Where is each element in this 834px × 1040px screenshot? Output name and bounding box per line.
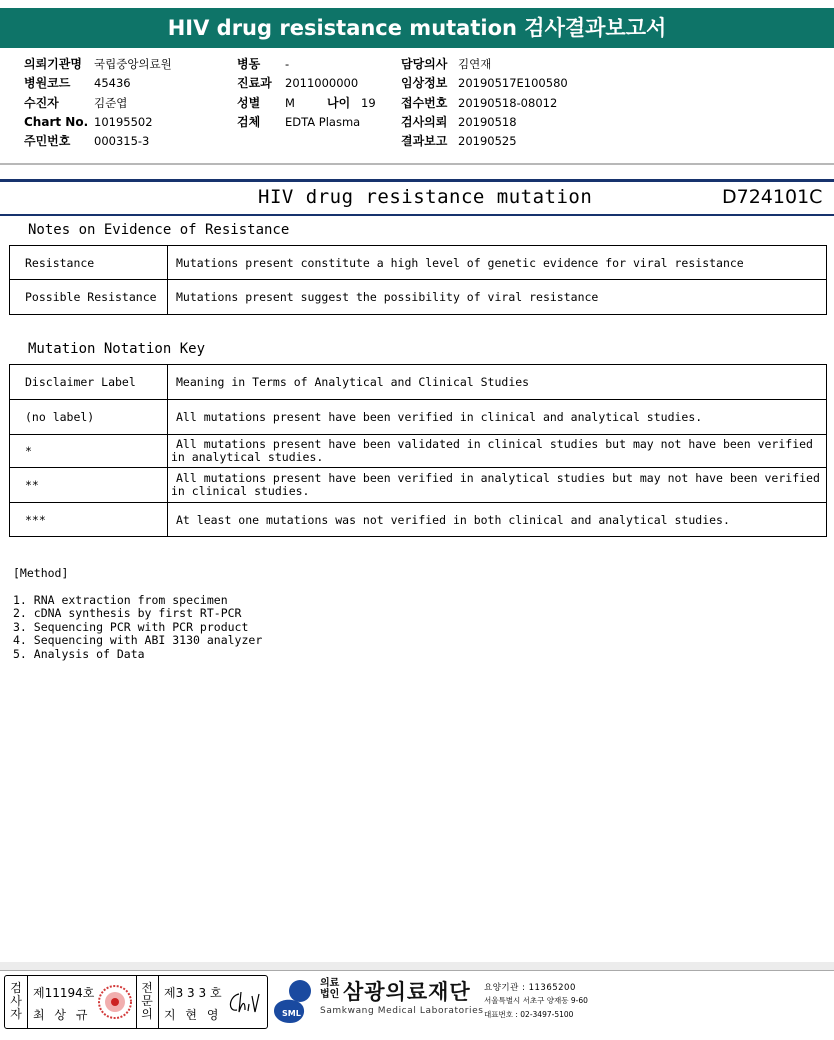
key-label: (no label) xyxy=(10,400,168,435)
value-age: 19 xyxy=(361,95,376,110)
tester-license: 제11194호 xyxy=(33,986,95,1000)
method-heading: [Method] xyxy=(13,566,69,580)
label-request-date: 검사의뢰 xyxy=(401,114,448,129)
tester-label: 검 사 자 xyxy=(10,981,22,1021)
specialist-name: 지 현 영 xyxy=(164,1008,222,1022)
label-doctor: 담당의사 xyxy=(401,57,448,71)
value-hospital-code: 45436 xyxy=(94,76,131,91)
table-row xyxy=(10,503,827,537)
label-resident-no: 주민번호 xyxy=(24,134,71,149)
label-clinical-info: 임상정보 xyxy=(401,76,448,91)
value-clinical-info: 20190517E100580 xyxy=(458,76,568,91)
report-title-bar: HIV drug resistance mutation 검사결과보고서 xyxy=(0,8,834,48)
org-english-name: Samkwang Medical Laboratories xyxy=(320,1006,484,1016)
key-header-label: Disclaimer Label xyxy=(10,365,168,400)
key-label: ** xyxy=(10,468,168,503)
notes-table xyxy=(9,245,827,315)
key-text xyxy=(168,468,827,503)
specialist-label: 전 문 의 xyxy=(141,981,153,1021)
key-text-line1: All mutations present have been validated in clinical studies but may not have been verified xyxy=(176,437,813,451)
value-patient: 김준엽 xyxy=(94,95,128,110)
key-label: *** xyxy=(10,503,168,537)
notes-text: Mutations present suggest the possibility of viral resistance xyxy=(168,280,827,315)
table-header-row xyxy=(10,365,827,400)
divider xyxy=(158,976,159,1028)
value-request-date: 20190518 xyxy=(458,114,517,129)
key-text: At least one mutations was not verified in both clinical and analytical studies. xyxy=(168,503,827,537)
label-chart-no: Chart No. xyxy=(24,114,89,129)
section-title: HIV drug resistance mutation xyxy=(258,186,593,208)
table-row xyxy=(10,468,827,503)
notes-label: Resistance xyxy=(10,246,168,280)
specialist-vertical-label xyxy=(136,976,158,1028)
test-code: D724101C xyxy=(722,186,823,208)
value-specimen: EDTA Plasma xyxy=(285,114,361,129)
logo-text: SML xyxy=(282,1009,301,1018)
section-top-rule xyxy=(0,179,834,182)
label-sex: 성별 xyxy=(237,95,261,110)
key-text-line2: in analytical studies. xyxy=(171,450,324,464)
notes-heading: Notes on Evidence of Resistance xyxy=(28,222,290,238)
label-report-date: 결과보고 xyxy=(401,134,448,149)
signature-box xyxy=(4,975,268,1029)
tester-vertical-label xyxy=(5,976,27,1028)
key-text xyxy=(168,435,827,468)
notes-text: Mutations present constitute a high level of genetic evidence for viral resistance xyxy=(168,246,827,280)
label-ward: 병동 xyxy=(237,57,261,71)
specialist-signature-icon xyxy=(225,986,261,1018)
phone: 대표번호 : 02-3497-5100 xyxy=(484,1010,574,1019)
value-ward: - xyxy=(285,57,290,71)
label-age: 나이 xyxy=(327,95,351,110)
key-heading: Mutation Notation Key xyxy=(28,341,206,357)
value-department: 2011000000 xyxy=(285,76,359,91)
value-resident-no: 000315-3 xyxy=(94,134,150,149)
label-patient: 수진자 xyxy=(24,95,59,110)
value-doctor: 김연재 xyxy=(458,57,492,71)
tester-seal-icon xyxy=(97,984,133,1020)
table-row xyxy=(10,246,827,280)
divider xyxy=(0,163,834,165)
key-header-text: Meaning in Terms of Analytical and Clinical Studies xyxy=(168,365,827,400)
care-institution-no: 요양기관 : 11365200 xyxy=(484,983,576,993)
value-sex: M xyxy=(285,95,295,110)
table-row xyxy=(10,400,827,435)
method-section xyxy=(13,567,262,661)
key-table xyxy=(9,364,827,537)
value-chart-no: 10195502 xyxy=(94,114,153,129)
label-hospital-code: 병원코드 xyxy=(24,76,71,91)
table-row xyxy=(10,435,827,468)
tester-name: 최 상 규 xyxy=(33,1008,91,1022)
org-type: 의료법인 xyxy=(320,978,340,1000)
footer-rule xyxy=(0,970,834,971)
org-name: 삼광의료재단 xyxy=(343,980,471,1004)
method-step: 3. Sequencing PCR with PCR product xyxy=(13,619,249,634)
info-column-3 xyxy=(401,55,568,151)
address: 서울특별시 서초구 양재동 9-60 xyxy=(484,996,588,1005)
value-institution: 국립중앙의료원 xyxy=(94,57,172,71)
table-row xyxy=(10,280,827,315)
label-receipt-no: 접수번호 xyxy=(401,95,448,110)
label-institution: 의뢰기관명 xyxy=(24,57,82,71)
specialist-license: 제3 3 3 호 xyxy=(164,986,222,1000)
method-step: 4. Sequencing with ABI 3130 analyzer xyxy=(13,633,263,647)
value-report-date: 20190525 xyxy=(458,134,517,149)
label-specimen: 검체 xyxy=(237,114,261,129)
info-column-1 xyxy=(24,55,172,151)
method-step: 5. Analysis of Data xyxy=(13,646,145,661)
notes-label: Possible Resistance xyxy=(10,280,168,315)
value-receipt-no: 20190518-08012 xyxy=(458,95,558,110)
divider xyxy=(27,976,28,1028)
footer-band xyxy=(0,962,834,970)
key-label: * xyxy=(10,435,168,468)
key-text: All mutations present have been verified in clinical and analytical studies. xyxy=(168,400,827,435)
method-step: 1. RNA extraction from specimen xyxy=(13,592,228,607)
label-department: 진료과 xyxy=(237,76,272,91)
info-column-2 xyxy=(237,55,376,132)
sml-logo-icon xyxy=(270,977,318,1025)
key-text-line2: in clinical studies. xyxy=(171,484,310,498)
method-step: 2. cDNA synthesis by first RT-PCR xyxy=(13,606,242,620)
key-text-line1: All mutations present have been verified in analytical studies but may not have been verified xyxy=(176,471,820,485)
section-bottom-rule xyxy=(0,214,834,216)
